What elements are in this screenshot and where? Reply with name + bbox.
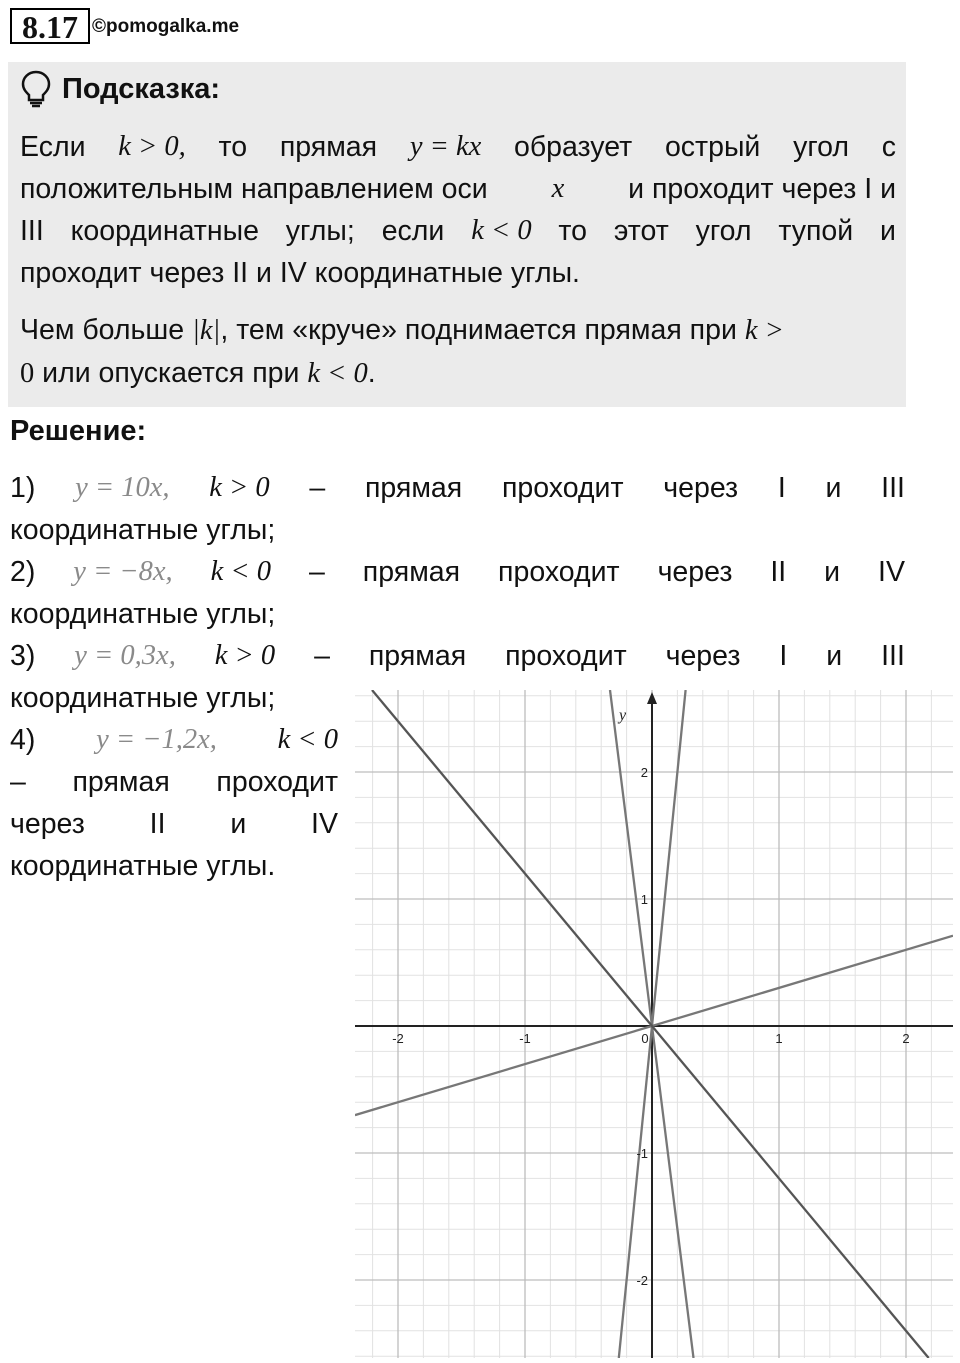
text: Чем больше: [20, 314, 185, 346]
text: проходит: [216, 766, 338, 798]
formula: y = 10x,: [75, 472, 170, 503]
grid-minor: [355, 690, 953, 1358]
y-axis-label: y: [619, 707, 627, 724]
problem-number: 8.17: [10, 8, 90, 44]
y-tick-label: 2: [640, 765, 648, 780]
text: III: [881, 472, 905, 504]
formula: |k|: [192, 315, 221, 346]
text: координатные углы;: [10, 514, 276, 546]
text: IV: [311, 808, 338, 840]
x-tick-label: 1: [775, 1031, 783, 1046]
text: III: [20, 215, 44, 247]
text: угол: [695, 215, 752, 247]
text: Если: [20, 131, 86, 163]
item-number: 4): [10, 724, 36, 756]
text: II: [149, 808, 166, 840]
text: II: [770, 556, 787, 588]
text: тупой: [778, 215, 854, 247]
text: –: [314, 640, 330, 672]
text: и: [826, 640, 843, 672]
x-tick-label: 0: [641, 1031, 649, 1046]
text: .: [367, 357, 376, 389]
text: и: [230, 808, 247, 840]
grid-major: [355, 690, 953, 1358]
text: III: [881, 640, 905, 672]
text: и проходит через I и: [628, 173, 896, 205]
item-number: 2): [10, 556, 36, 588]
text: через: [657, 556, 733, 588]
text: или опускается при: [42, 357, 300, 389]
formula: k >: [744, 315, 784, 346]
text: прямая: [279, 131, 378, 163]
text: координатные: [70, 215, 259, 247]
text: прямая: [72, 766, 170, 798]
text: –: [309, 472, 326, 504]
text: если: [381, 215, 445, 247]
text: то: [218, 131, 248, 163]
text: проходит через II и IV координатные углы.: [20, 257, 580, 289]
formula: k < 0: [307, 358, 368, 389]
text: через: [10, 808, 85, 840]
text: этот: [613, 215, 669, 247]
x-tick-label: 2: [902, 1031, 910, 1046]
text: и: [880, 215, 896, 247]
text: через: [665, 640, 741, 672]
hint-title: [20, 70, 220, 108]
text: через: [663, 472, 739, 504]
text: прямая: [362, 556, 461, 588]
y-axis-arrow-icon: [647, 692, 657, 704]
text: координатные углы.: [10, 850, 276, 882]
hint-title-text: Подсказка:: [62, 72, 221, 105]
hint-paragraph-2: [20, 309, 896, 395]
formula: k < 0: [277, 724, 338, 755]
lightbulb-icon: [20, 70, 52, 108]
text: проходит: [501, 472, 624, 504]
solution-item-2: [10, 551, 905, 635]
formula: y = −8x,: [73, 556, 173, 587]
formula: k > 0: [209, 472, 270, 503]
text: прямая: [364, 472, 463, 504]
text: I: [779, 640, 788, 672]
text: образует: [514, 131, 633, 163]
formula: y = kx: [409, 131, 482, 162]
text: координатные углы;: [10, 682, 276, 714]
text: проходит: [505, 640, 627, 672]
formula: x: [551, 173, 565, 204]
text: угол: [793, 131, 849, 163]
formula: 0: [20, 358, 35, 389]
formula: k < 0: [210, 556, 272, 587]
item-number: 3): [10, 640, 36, 672]
x-tick-label: -1: [519, 1031, 531, 1046]
text: то: [558, 215, 588, 247]
text: –: [308, 556, 325, 588]
hint-paragraph-1: [20, 126, 896, 294]
solution-item-4: [10, 719, 338, 887]
formula: k < 0: [471, 215, 532, 246]
x-tick-label: -2: [392, 1031, 404, 1046]
text: с: [881, 131, 896, 163]
y-tick-label: 1: [640, 892, 648, 907]
text: углы;: [285, 215, 355, 247]
text: –: [10, 766, 26, 798]
watermark: ©pomogalka.me: [92, 16, 240, 37]
text: координатные углы;: [10, 598, 276, 630]
text: и: [825, 472, 842, 504]
function-line: [372, 690, 929, 1358]
formula: k > 0,: [118, 131, 186, 162]
function-lines: [355, 690, 953, 1358]
text: проходит: [498, 556, 620, 588]
y-tick-label: -2: [636, 1273, 648, 1288]
item-number: 1): [10, 472, 36, 504]
text: и: [824, 556, 841, 588]
formula: y = 0,3x,: [74, 640, 176, 671]
y-tick-label: -1: [636, 1146, 648, 1161]
coordinate-graph: [355, 690, 953, 1358]
text: IV: [878, 556, 905, 588]
text: прямая: [368, 640, 467, 672]
formula: y = −1,2x,: [96, 724, 217, 755]
solution-item-1: [10, 467, 905, 551]
text: острый: [664, 131, 761, 163]
text: I: [777, 472, 786, 504]
formula: k > 0: [214, 640, 276, 671]
text: положительным направлением оси: [20, 173, 488, 205]
axis-labels: [392, 707, 909, 1288]
solution-heading: Решение:: [10, 415, 147, 447]
text: , тем «круче» поднимается прямая при: [220, 314, 737, 346]
